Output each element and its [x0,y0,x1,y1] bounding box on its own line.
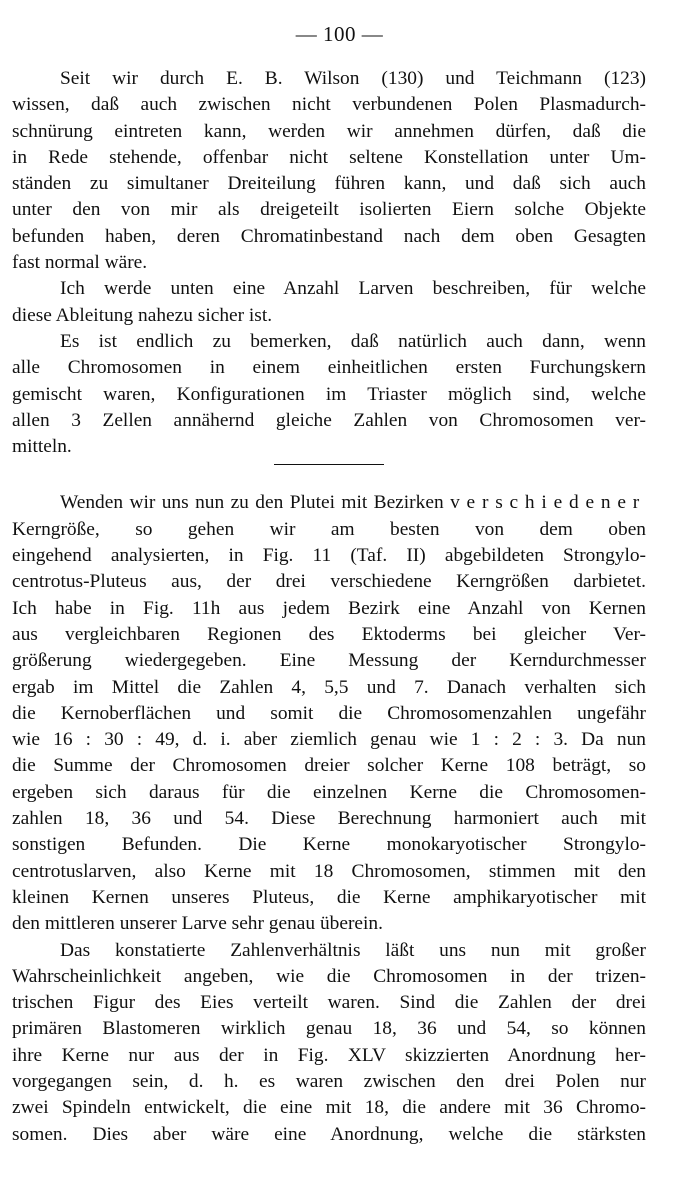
paragraph-3 [12,329,646,460]
text-line: ergeben sich daraus für die einzelnen Kerne die Chromosomen- [12,781,646,803]
text-line: Wahrscheinlichkeit angeben, wie die Chromosomen in der trizen- [12,965,646,987]
paragraph-2 [12,276,646,329]
text-line: zahlen 18, 36 und 54. Diese Berechnung harmoniert auch mit [12,808,646,830]
text-line-content: Kerngröße, so gehen wir am besten von dem oben [12,518,646,540]
text-line: fast normal wäre. [12,252,148,274]
text-line: centrotuslarven, also Kerne mit 18 Chromosomen, stimmen mit den [12,860,646,882]
text-line: die Kernoberflächen und somit die Chromosomenzahlen ungefähr [12,702,646,724]
text-line: ergab im Mittel die Zahlen 4, 5,5 und 7. Danach verhalten sich [12,676,646,698]
text-line [12,66,646,92]
text-line [12,517,646,543]
text-line-content: Wenden wir uns nun zu den Plutei mit Bezirken [60,492,444,514]
text-line: primären Blastomeren wirklich genau 18, 36 und 54, so können [12,1018,646,1040]
text-line-content: Seit wir durch E. B. Wilson (130) und Teichmann (123) [60,68,646,89]
text-line: befunden haben, deren Chromatinbestand nach dem oben Gesagten [12,225,646,247]
page-number: — 100 — [295,22,384,46]
text-line: eingehend analysierten, in Fig. 11 (Taf. II) abgebildeten Strongylo- [12,545,646,567]
text-line: Es ist endlich zu bemerken, daß natürlich auch dann, wenn [60,330,646,352]
section-divider-wrap [12,460,646,490]
text-line [12,490,646,516]
text-line: ihre Kerne nur aus der in Fig. XLV skizzierten Anordnung her- [12,1044,646,1066]
paragraph-5 [12,938,646,1148]
text-line: gemischt waren, Konfigurationen im Triaster möglich sind, welche [12,383,646,405]
text-line: diese Ableitung nahezu sicher ist. [12,304,273,326]
text-line: schnürung eintreten kann, werden wir annehmen dürfen, daß die [12,120,646,142]
text-line: zwei Spindeln entwickelt, die eine mit 18, die andere mit 36 Chromo- [12,1097,646,1119]
text-line: kleinen Kernen unseres Pluteus, die Kerne amphikaryotischer mit [12,886,646,908]
text-line: ständen zu simultaner Dreiteilung führen kann, und daß sich auch [12,173,646,195]
text-line: Ich werde unten eine Anzahl Larven beschreiben, für welche [60,278,646,300]
text-line: Ich habe in Fig. 11h aus jedem Bezirk eine Anzahl von Kernen [12,597,646,619]
paragraph-1 [12,66,646,276]
text-line: den mittleren unserer Larve sehr genau überein. [12,913,383,935]
text-line: allen 3 Zellen annähernd gleiche Zahlen von Chromosomen ver- [12,409,646,431]
text-line: wie 16 : 30 : 49, d. i. aber ziemlich genau wie 1 : 2 : 3. Da nun [12,729,646,751]
text-line: aus vergleichbaren Regionen des Ektoderms bei gleicher Ver- [12,623,646,645]
text-line: alle Chromosomen in einem einheitlichen ersten Furchungskern [12,357,646,379]
text-line: unter den von mir als dreigeteilt isolierten Eiern solche Objekte [12,199,646,221]
text-line: größerung wiedergegeben. Eine Messung der Kerndurchmesser [12,650,646,672]
body-text [12,66,646,1148]
paragraph-4 [12,490,646,937]
section-divider [274,464,384,465]
text-line: trischen Figur des Eies verteilt waren. Sind die Zahlen der drei [12,992,646,1014]
text-line: vorgegangen sein, d. h. es waren zwischen den drei Polen nur [12,1070,646,1092]
text-line: wissen, daß auch zwischen nicht verbundenen Polen Plasmadurch- [12,94,646,116]
text-line: centrotus-Pluteus aus, der drei verschiedene Kerngrößen darbietet. [12,571,646,593]
text-line: die Summe der Chromosomen dreier solcher Kerne 108 beträgt, so [12,755,646,777]
text-line: Das konstatierte Zahlenverhältnis läßt uns nun mit großer [60,939,646,961]
text-line: sonstigen Befunden. Die Kerne monokaryotischer Strongylo- [12,834,646,856]
text-line: mitteln. [12,436,72,458]
text-line: in Rede stehende, offenbar nicht seltene Konstellation unter Um- [12,146,646,168]
spaced-emphasis: verschiedener [450,492,646,514]
text-line: somen. Dies aber wäre eine Anordnung, welche die stärksten [12,1123,646,1145]
